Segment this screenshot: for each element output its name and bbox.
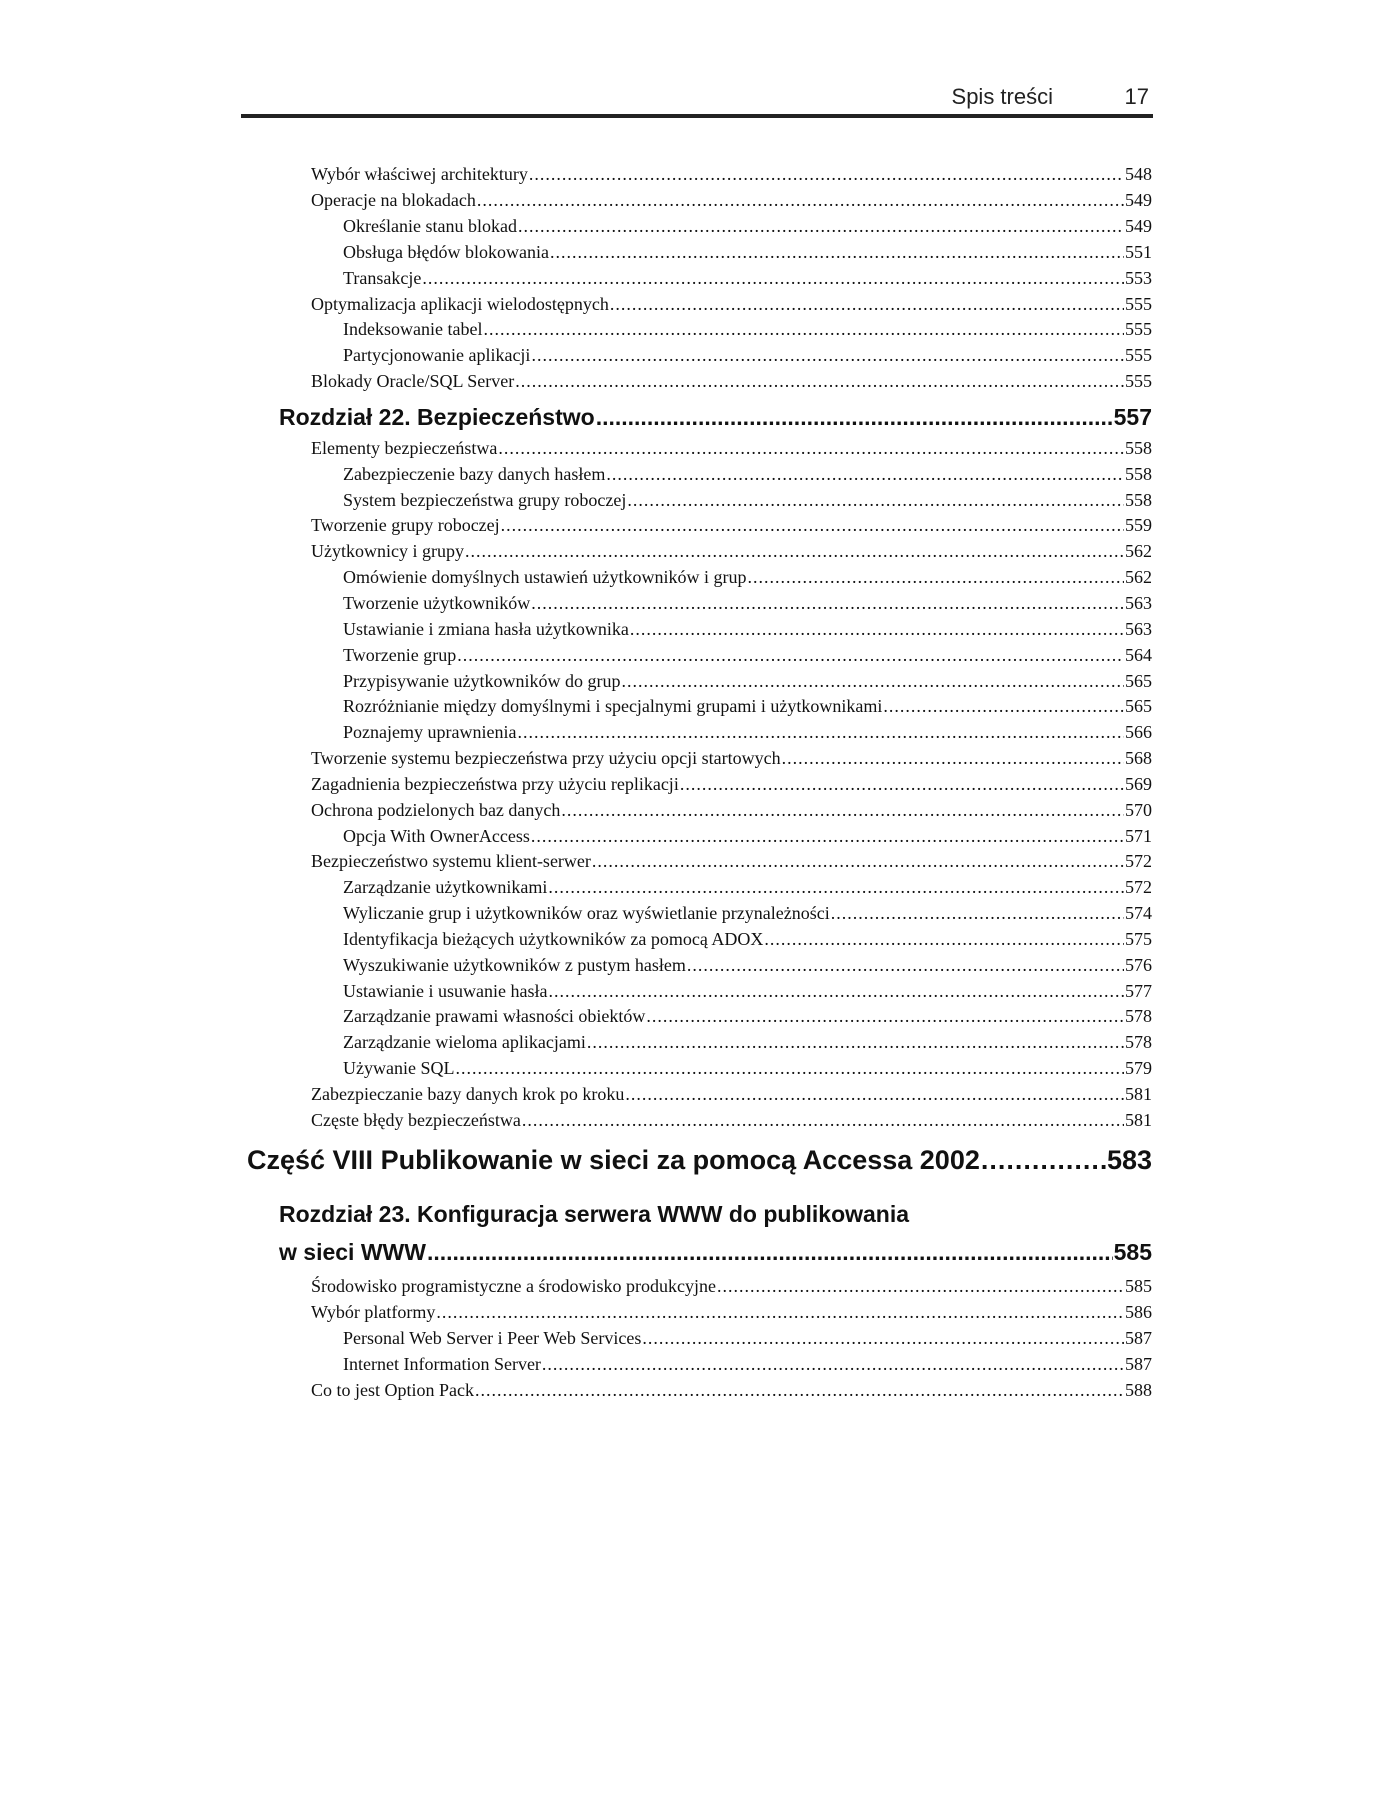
- toc-subentry: [343, 954, 1152, 976]
- dot-leader: [465, 540, 1124, 562]
- toc-entry-title: Zagadnienia bezpieczeństwa przy użyciu replikacji: [311, 774, 679, 794]
- toc-subentry-page: 575: [1125, 929, 1152, 949]
- dot-leader: [475, 1379, 1124, 1401]
- toc-subentry-page: 558: [1125, 490, 1152, 510]
- toc-entry-page: 586: [1125, 1302, 1152, 1322]
- dot-leader: [529, 163, 1124, 185]
- toc-subentry: [343, 1057, 1152, 1079]
- toc-entry-page: 558: [1125, 438, 1152, 458]
- toc-subentry-title: Ustawianie i usuwanie hasła: [343, 981, 548, 1001]
- toc-entry: [311, 437, 1152, 459]
- dot-leader: [782, 747, 1124, 769]
- toc-entry: [311, 799, 1152, 821]
- dot-leader: [680, 773, 1124, 795]
- dot-leader: [606, 463, 1124, 485]
- toc-entry: [311, 1379, 1152, 1401]
- toc-subentry: [343, 670, 1152, 692]
- dot-leader: [627, 489, 1124, 511]
- toc-entry: [311, 540, 1152, 562]
- dot-leader: [592, 850, 1124, 872]
- toc-subentry-title: Omówienie domyślnych ustawień użytkowników i grup: [343, 567, 747, 587]
- toc-entry-page: 562: [1125, 541, 1152, 561]
- dot-leader: [981, 1143, 1106, 1177]
- dot-leader: [518, 215, 1124, 237]
- toc-subentry: [343, 267, 1152, 289]
- toc-subentry-title: Określanie stanu blokad: [343, 216, 517, 236]
- toc-subentry: [343, 825, 1152, 847]
- dot-leader: [717, 1275, 1124, 1297]
- toc-subentry-title: System bezpieczeństwa grupy roboczej: [343, 490, 627, 510]
- toc-subentry-page: 555: [1125, 319, 1152, 339]
- toc-subentry-page: 566: [1125, 722, 1152, 742]
- toc-entry-page: 568: [1125, 748, 1152, 768]
- dot-leader: [587, 1031, 1124, 1053]
- toc-entry-page: 555: [1125, 294, 1152, 314]
- toc-entry: [311, 1275, 1152, 1297]
- toc-subentry-page: 564: [1125, 645, 1152, 665]
- toc-entry: [311, 189, 1152, 211]
- toc-subentry-page: 549: [1125, 216, 1152, 236]
- dot-leader: [457, 644, 1124, 666]
- toc-subentry-title: Tworzenie użytkowników: [343, 593, 531, 613]
- toc-subentry: [343, 876, 1152, 898]
- dot-leader: [561, 799, 1124, 821]
- toc-subentry-page: 551: [1125, 242, 1152, 262]
- dot-leader: [517, 721, 1124, 743]
- toc-entry-title: Co to jest Option Pack: [311, 1380, 474, 1400]
- dot-leader: [621, 670, 1124, 692]
- toc-subentry-title: Internet Information Server: [343, 1354, 541, 1374]
- dot-leader: [522, 1109, 1124, 1131]
- dot-leader: [625, 1083, 1124, 1105]
- toc-entry-page: 570: [1125, 800, 1152, 820]
- toc-subentry: [343, 618, 1152, 640]
- toc-entry-title: Zabezpieczanie bazy danych krok po kroku: [311, 1084, 625, 1104]
- dot-leader: [646, 1005, 1124, 1027]
- dot-leader: [531, 592, 1124, 614]
- toc-subentry: [343, 980, 1152, 1002]
- toc-entry: [311, 293, 1152, 315]
- toc-chapter-page: 585: [1113, 1239, 1152, 1265]
- dot-leader: [630, 618, 1124, 640]
- dot-leader: [764, 928, 1124, 950]
- toc-subentry-title: Używanie SQL: [343, 1058, 455, 1078]
- dot-leader: [531, 344, 1124, 366]
- toc-subentry-page: 587: [1125, 1354, 1152, 1374]
- toc-entry: [311, 514, 1152, 536]
- toc-subentry-page: 565: [1125, 696, 1152, 716]
- toc-chapter-page: 557: [1113, 404, 1152, 430]
- toc-entry: [311, 747, 1152, 769]
- toc-chapter: [279, 1237, 1152, 1267]
- toc-part-title: Część VIII Publikowanie w sieci za pomocą Accessa 2002: [247, 1145, 980, 1175]
- toc-subentry: [343, 644, 1152, 666]
- toc-entry-title: Częste błędy bezpieczeństwa: [311, 1110, 521, 1130]
- toc-entry: [311, 370, 1152, 392]
- dot-leader: [422, 267, 1124, 289]
- dot-leader: [427, 1237, 1113, 1267]
- toc-subentry-title: Zabezpieczenie bazy danych hasłem: [343, 464, 606, 484]
- toc-subentry-page: 574: [1125, 903, 1152, 923]
- toc-subentry: [343, 1353, 1152, 1375]
- toc-subentry-title: Obsługa błędów blokowania: [343, 242, 549, 262]
- toc-entry: [311, 1083, 1152, 1105]
- toc-subentry: [343, 489, 1152, 511]
- toc-subentry: [343, 695, 1152, 717]
- toc-subentry-page: 563: [1125, 619, 1152, 639]
- toc-entry-page: 581: [1125, 1084, 1152, 1104]
- toc-entry-title: Operacje na blokadach: [311, 190, 476, 210]
- dot-leader: [548, 980, 1124, 1002]
- toc-entry: [311, 1109, 1152, 1131]
- toc-subentry-title: Zarządzanie prawami własności obiektów: [343, 1006, 646, 1026]
- toc-entry-page: 569: [1125, 774, 1152, 794]
- toc-entry-page: 555: [1125, 371, 1152, 391]
- toc-entry-title: Wybór platformy: [311, 1302, 436, 1322]
- toc-subentry: [343, 566, 1152, 588]
- toc-subentry: [343, 215, 1152, 237]
- toc-subentry-page: 565: [1125, 671, 1152, 691]
- toc-subentry-title: Identyfikacja bieżących użytkowników za pomocą ADOX: [343, 929, 764, 949]
- toc-subentry-page: 578: [1125, 1006, 1152, 1026]
- dot-leader: [455, 1057, 1124, 1079]
- toc-subentry-page: 578: [1125, 1032, 1152, 1052]
- dot-leader: [596, 402, 1113, 432]
- dot-leader: [548, 876, 1124, 898]
- toc-entry: [311, 850, 1152, 872]
- toc-subentry: [343, 318, 1152, 340]
- dot-leader: [550, 241, 1124, 263]
- toc-chapter-title: Rozdział 23. Konfiguracja serwera WWW do publikowania: [279, 1201, 910, 1227]
- toc-entry-page: 585: [1125, 1276, 1152, 1296]
- toc-subentry-title: Personal Web Server i Peer Web Services: [343, 1328, 642, 1348]
- toc-subentry: [343, 241, 1152, 263]
- dot-leader: [477, 189, 1124, 211]
- dot-leader: [498, 437, 1124, 459]
- dot-leader: [642, 1327, 1124, 1349]
- dot-leader: [883, 695, 1124, 717]
- toc-subentry-page: 571: [1125, 826, 1152, 846]
- dot-leader: [831, 902, 1124, 924]
- toc-entry: [311, 1301, 1152, 1323]
- running-header-title: Spis treści: [951, 84, 1053, 109]
- toc-entry: [311, 163, 1152, 185]
- toc-subentry: [343, 592, 1152, 614]
- toc-entry-title: Bezpieczeństwo systemu klient-serwer: [311, 851, 591, 871]
- dot-leader: [483, 318, 1124, 340]
- toc-entry-title: Elementy bezpieczeństwa: [311, 438, 498, 458]
- toc-subentry-title: Poznajemy uprawnienia: [343, 722, 517, 742]
- toc-entry-title: Środowisko programistyczne a środowisko produkcyjne: [311, 1276, 716, 1296]
- toc-subentry-page: 562: [1125, 567, 1152, 587]
- toc-subentry: [343, 1327, 1152, 1349]
- toc-entry: [311, 773, 1152, 795]
- toc-subentry: [343, 463, 1152, 485]
- dot-leader: [501, 514, 1124, 536]
- toc-subentry-page: 553: [1125, 268, 1152, 288]
- toc-subentry-title: Przypisywanie użytkowników do grup: [343, 671, 621, 691]
- page-number: 17: [1124, 84, 1149, 109]
- toc-subentry-title: Opcja With OwnerAccess: [343, 826, 530, 846]
- toc-subentry-title: Rozróżnianie między domyślnymi i specjalnymi grupami i użytkownikami: [343, 696, 883, 716]
- toc-subentry-page: 576: [1125, 955, 1152, 975]
- toc-subentry-title: Zarządzanie użytkownikami: [343, 877, 548, 897]
- toc-subentry-page: 563: [1125, 593, 1152, 613]
- toc-subentry: [343, 1031, 1152, 1053]
- toc-entry-title: Tworzenie grupy roboczej: [311, 515, 500, 535]
- dot-leader: [515, 370, 1124, 392]
- toc-subentry-page: 572: [1125, 877, 1152, 897]
- dot-leader: [542, 1353, 1124, 1375]
- toc-subentry: [343, 721, 1152, 743]
- toc-entry-title: Użytkownicy i grupy: [311, 541, 464, 561]
- toc-entry-page: 548: [1125, 164, 1152, 184]
- dot-leader: [436, 1301, 1124, 1323]
- toc-subentry-title: Tworzenie grup: [343, 645, 457, 665]
- dot-leader: [687, 954, 1124, 976]
- toc-subentry-title: Zarządzanie wieloma aplikacjami: [343, 1032, 586, 1052]
- toc-entry-page: 572: [1125, 851, 1152, 871]
- toc-subentry-title: Ustawianie i zmiana hasła użytkownika: [343, 619, 629, 639]
- toc-subentry-page: 587: [1125, 1328, 1152, 1348]
- toc-entry-title: Wybór właściwej architektury: [311, 164, 528, 184]
- toc-chapter: [279, 402, 1152, 432]
- toc-part: [247, 1143, 1152, 1177]
- toc-subentry: [343, 928, 1152, 950]
- toc-subentry-title: Partycjonowanie aplikacji: [343, 345, 531, 365]
- toc-subentry-title: Wyszukiwanie użytkowników z pustym hasłem: [343, 955, 686, 975]
- toc-entry-title: Tworzenie systemu bezpieczeństwa przy użyciu opcji startowych: [311, 748, 781, 768]
- toc-subentry-page: 579: [1125, 1058, 1152, 1078]
- toc-subentry-title: Wyliczanie grup i użytkowników oraz wyświetlanie przynależności: [343, 903, 830, 923]
- toc-subentry-title: Indeksowanie tabel: [343, 319, 483, 339]
- dot-leader: [747, 566, 1124, 588]
- toc-subentry-page: 555: [1125, 345, 1152, 365]
- toc-entry-title: Optymalizacja aplikacji wielodostępnych: [311, 294, 609, 314]
- toc-subentry: [343, 902, 1152, 924]
- toc-subentry-title: Transakcje: [343, 268, 422, 288]
- toc-entry-title: Ochrona podzielonych baz danych: [311, 800, 561, 820]
- toc-subentry: [343, 344, 1152, 366]
- dot-leader: [610, 293, 1124, 315]
- toc-entry-page: 559: [1125, 515, 1152, 535]
- toc-part-page: 583: [1106, 1145, 1152, 1175]
- running-header: [241, 80, 1153, 118]
- toc-chapter-title: Rozdział 22. Bezpieczeństwo: [279, 404, 595, 430]
- toc-chapter-title: w sieci WWW: [279, 1239, 426, 1265]
- toc-entry-page: 549: [1125, 190, 1152, 210]
- dot-leader: [531, 825, 1124, 847]
- toc-subentry-page: 577: [1125, 981, 1152, 1001]
- toc-subentry-page: 558: [1125, 464, 1152, 484]
- toc-entry-page: 581: [1125, 1110, 1152, 1130]
- toc-entry-title: Blokady Oracle/SQL Server: [311, 371, 515, 391]
- toc-entry-page: 588: [1125, 1380, 1152, 1400]
- toc-subentry: [343, 1005, 1152, 1027]
